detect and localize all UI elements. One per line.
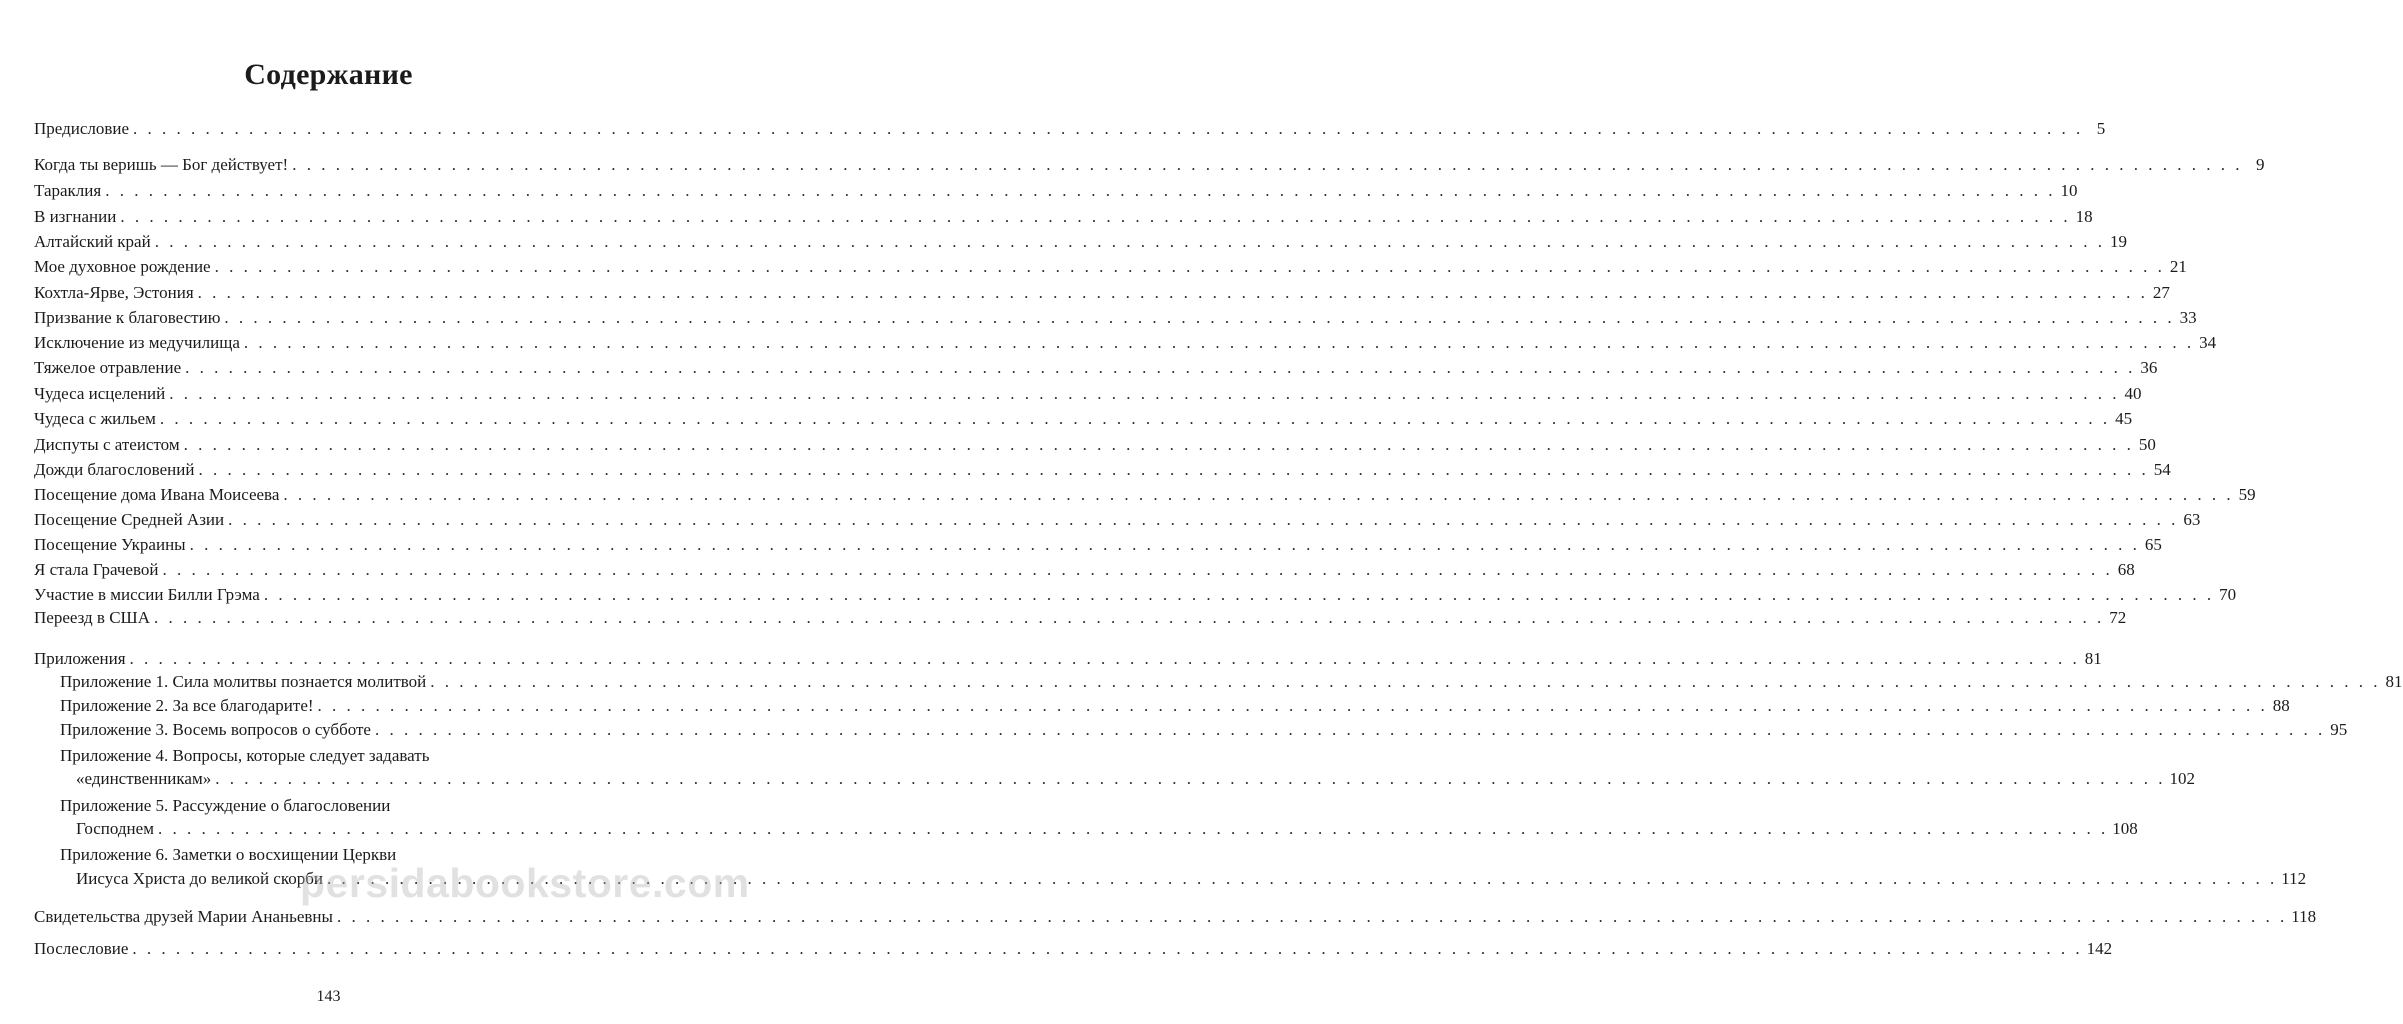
toc-entry-page: 88 bbox=[2272, 696, 2290, 715]
leader-dots bbox=[130, 648, 2080, 670]
appendix-item-line1: Приложение 5. Рассуждение о благословении bbox=[60, 796, 391, 815]
leader-dots bbox=[215, 768, 2165, 790]
toc-entry-title: Призвание к благовестию bbox=[34, 308, 221, 327]
toc-entry-title: В изгнании bbox=[34, 207, 117, 226]
toc-entry bbox=[34, 180, 2078, 202]
toc-entry bbox=[34, 434, 2156, 456]
leader-dots bbox=[198, 459, 2148, 481]
toc-entry-page: 18 bbox=[2075, 207, 2093, 226]
leader-dots bbox=[228, 509, 2178, 531]
leader-dots bbox=[169, 383, 2119, 405]
toc-entry-page: 45 bbox=[2115, 409, 2133, 428]
toc-entry-title: Приложения bbox=[34, 649, 126, 668]
appendix-item bbox=[60, 719, 2348, 741]
toc-entry bbox=[34, 938, 2113, 960]
leader-dots bbox=[318, 695, 2268, 717]
leader-dots bbox=[185, 357, 2135, 379]
leader-dots bbox=[375, 719, 2325, 741]
toc-entry-title: Дожди благословений bbox=[34, 460, 195, 479]
toc-entry-title: Свидетельства друзей Марии Ананьевны bbox=[34, 907, 333, 926]
toc-entry-page: 68 bbox=[2117, 560, 2135, 579]
toc-entry-page: 19 bbox=[2109, 232, 2127, 251]
toc-entry-title: Алтайский край bbox=[34, 232, 151, 251]
toc-entry-page: 10 bbox=[2060, 181, 2078, 200]
toc-entry-title: Кохтла-Ярве, Эстония bbox=[34, 283, 194, 302]
leader-dots bbox=[264, 584, 2214, 606]
appendix-item bbox=[60, 671, 2403, 693]
leader-dots bbox=[105, 180, 2055, 202]
appendix-item-line1: Приложение 4. Вопросы, которые следует задавать bbox=[60, 746, 430, 765]
toc-entry-title: Тараклия bbox=[34, 181, 102, 200]
leader-dots bbox=[198, 282, 2148, 304]
toc-entry-page: 112 bbox=[2281, 869, 2307, 888]
toc-entry-page: 108 bbox=[2112, 819, 2138, 838]
leader-dots bbox=[184, 434, 2134, 456]
appendix-item bbox=[76, 868, 2307, 890]
leader-dots bbox=[133, 118, 2083, 140]
leader-dots bbox=[337, 906, 2287, 928]
toc-entry-title: Я стала Грачевой bbox=[34, 560, 159, 579]
toc-entry-title: Переезд в США bbox=[34, 608, 150, 627]
leader-dots bbox=[292, 154, 2242, 176]
toc-entry bbox=[34, 282, 2170, 304]
toc-entry-page: 36 bbox=[2140, 358, 2158, 377]
appendix-item bbox=[76, 818, 2138, 840]
toc-entry-page: 59 bbox=[2238, 485, 2256, 504]
toc-entry-title: Чудеса исцелений bbox=[34, 384, 166, 403]
toc-entry-page: 70 bbox=[2219, 585, 2237, 604]
appendix-heading bbox=[34, 648, 2102, 670]
page-number: 143 bbox=[316, 988, 341, 1005]
leader-dots bbox=[215, 256, 2165, 278]
leader-dots bbox=[430, 671, 2380, 693]
toc-entry-title: Иисуса Христа до великой скорби bbox=[76, 869, 323, 888]
toc-entry bbox=[34, 206, 2093, 228]
toc-entry-title: Участие в миссии Билли Грэма bbox=[34, 585, 260, 604]
leader-dots bbox=[224, 307, 2174, 329]
toc-entry-page: 142 bbox=[2086, 939, 2113, 958]
toc-entry-title: Посещение дома Ивана Моисеева bbox=[34, 485, 280, 504]
toc-entry-title: Чудеса с жильем bbox=[34, 409, 156, 428]
leader-dots bbox=[132, 938, 2082, 960]
toc-entry-title: Когда ты веришь — Бог действует! bbox=[34, 155, 289, 174]
toc-entry-title: Приложение 2. За все благодарите! bbox=[60, 696, 314, 715]
toc-entry-page: 40 bbox=[2124, 384, 2142, 403]
toc-entry bbox=[34, 408, 2133, 430]
toc-entry-page: 118 bbox=[2291, 907, 2317, 926]
toc-entry bbox=[34, 118, 2106, 140]
toc-entry bbox=[34, 584, 2237, 606]
appendix-item-line1: Приложение 6. Заметки о восхищении Церкви bbox=[60, 845, 397, 864]
toc-entry-page: 102 bbox=[2169, 769, 2195, 788]
leader-dots bbox=[283, 484, 2233, 506]
toc-entry bbox=[34, 154, 2265, 176]
leader-dots bbox=[190, 534, 2140, 556]
toc-entry-page: 65 bbox=[2144, 535, 2162, 554]
toc-entry-title: Посещение Средней Азии bbox=[34, 510, 225, 529]
toc-entry-title: Приложение 1. Сила молитвы познается молитвой bbox=[60, 672, 427, 691]
toc-entry bbox=[34, 607, 2127, 629]
toc-entry-page: 95 bbox=[2330, 720, 2348, 739]
leader-dots bbox=[160, 408, 2110, 430]
toc-entry-page: 54 bbox=[2153, 460, 2171, 479]
toc-entry-page: 81 bbox=[2084, 649, 2102, 668]
toc-entry bbox=[34, 307, 2197, 329]
leader-dots bbox=[158, 818, 2108, 840]
toc-entry-title: Мое духовное рождение bbox=[34, 257, 211, 276]
toc-entry-title: Приложение 3. Восемь вопросов о субботе bbox=[60, 720, 371, 739]
toc-entry-title: «единственникам» bbox=[76, 769, 212, 788]
toc-entry-page: 27 bbox=[2152, 283, 2170, 302]
toc-entry bbox=[34, 256, 2187, 278]
leader-dots bbox=[327, 868, 2277, 890]
toc-entry-page: 81 bbox=[2385, 672, 2403, 691]
toc-entry-page: 33 bbox=[2179, 308, 2197, 327]
toc-entry bbox=[34, 357, 2158, 379]
toc-entry-page: 5 bbox=[2096, 119, 2106, 138]
toc-entry-page: 21 bbox=[2169, 257, 2187, 276]
toc-entry-title: Предисловие bbox=[34, 119, 130, 138]
appendix-item bbox=[76, 768, 2195, 790]
toc-entry-title: Исключение из медучилища bbox=[34, 333, 240, 352]
toc-entry-page: 72 bbox=[2109, 608, 2127, 627]
leader-dots bbox=[154, 607, 2104, 629]
toc-entry bbox=[34, 459, 2171, 481]
toc-entry bbox=[34, 906, 2317, 928]
toc-entry bbox=[34, 332, 2217, 354]
toc-entry-title: Послесловие bbox=[34, 939, 129, 958]
toc-entry-page: 9 bbox=[2255, 155, 2265, 174]
toc-entry bbox=[34, 484, 2256, 506]
leader-dots bbox=[244, 332, 2194, 354]
watermark: persidabookstore.com bbox=[300, 860, 750, 906]
toc-entry bbox=[34, 509, 2201, 531]
toc-entry bbox=[34, 383, 2142, 405]
toc-entry-page: 63 bbox=[2183, 510, 2201, 529]
toc-entry-title: Посещение Украины bbox=[34, 535, 186, 554]
toc-entry-page: 34 bbox=[2199, 333, 2217, 352]
toc-entry-title: Тяжелое отравление bbox=[34, 358, 182, 377]
toc-entry bbox=[34, 231, 2127, 253]
leader-dots bbox=[155, 231, 2105, 253]
toc-entry-page: 50 bbox=[2138, 435, 2156, 454]
toc-entry bbox=[34, 534, 2162, 556]
toc-entry-title: Господнем bbox=[76, 819, 154, 838]
appendix-item bbox=[60, 695, 2290, 717]
leader-dots bbox=[162, 559, 2112, 581]
toc-entry-title: Диспуты с атеистом bbox=[34, 435, 180, 454]
toc-entry bbox=[34, 559, 2135, 581]
leader-dots bbox=[120, 206, 2070, 228]
page-title: Содержание bbox=[244, 58, 413, 91]
